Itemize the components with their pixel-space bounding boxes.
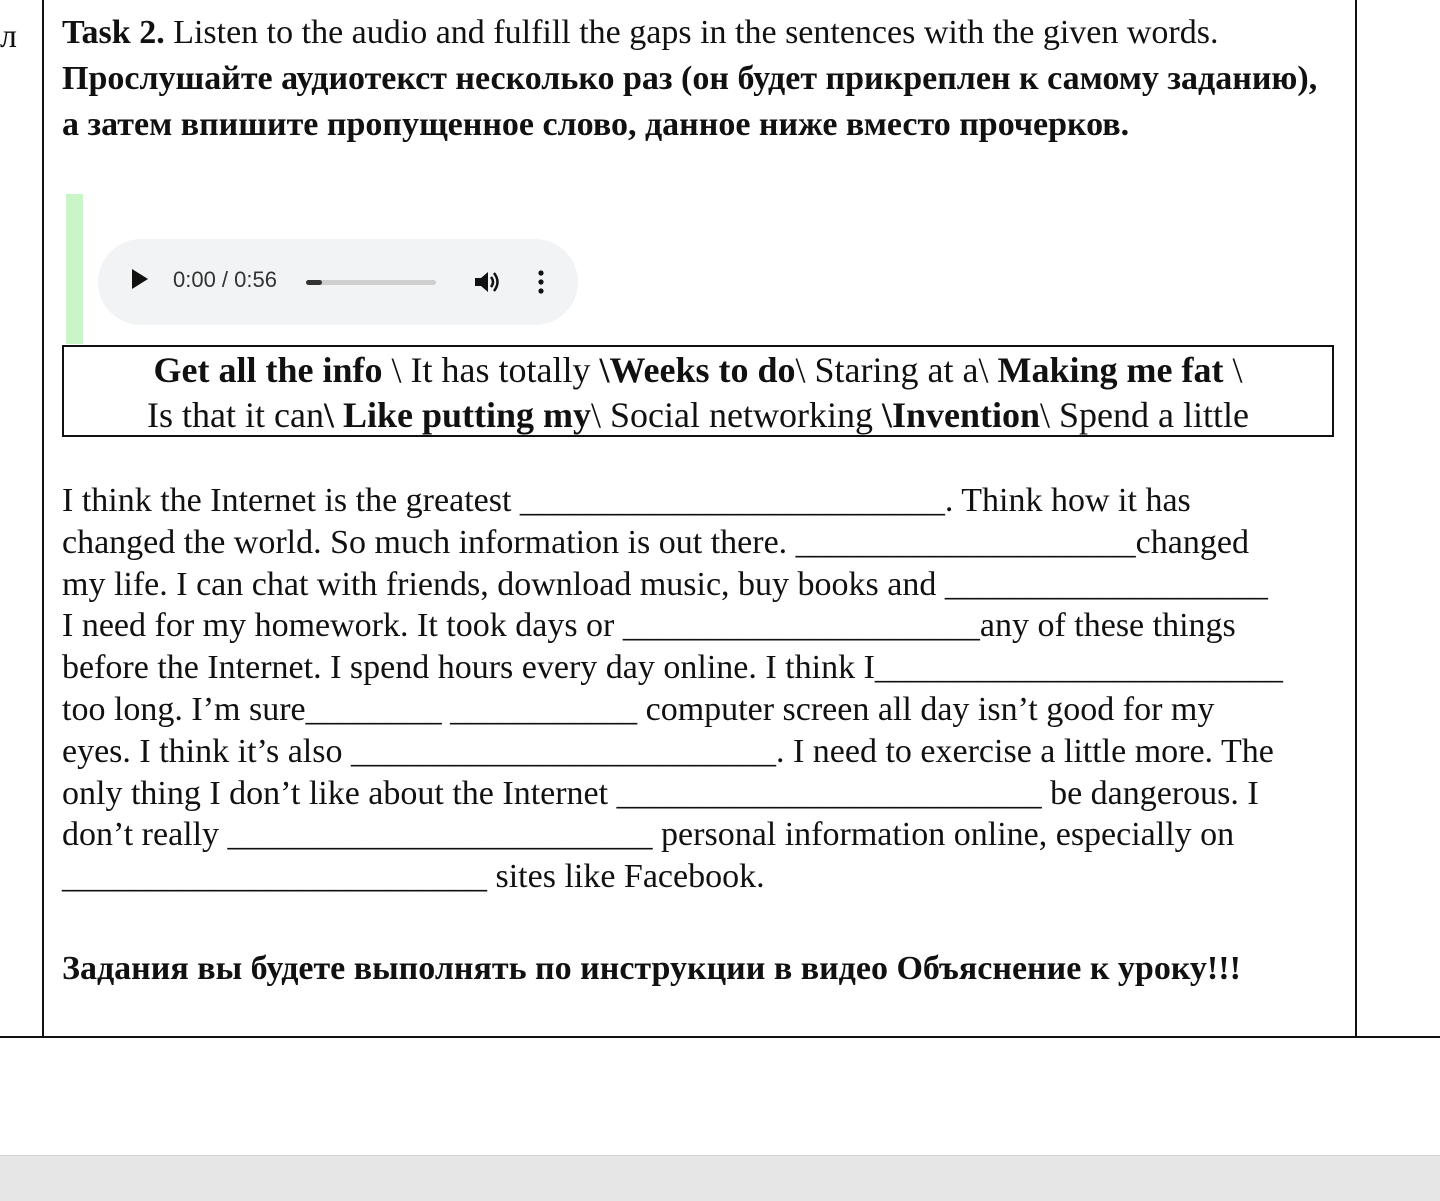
gap-text-line: eyes. I think it’s also _________________________. I need to exercise a little more. The bbox=[62, 732, 1274, 770]
audio-progress-fill bbox=[306, 280, 322, 285]
word-bank-segment: \ Spend a little bbox=[1040, 395, 1249, 435]
viewer-footer-bar bbox=[0, 1155, 1440, 1201]
left-column-text-fragment: л bbox=[0, 18, 17, 55]
word-bank-segment: Making me fat bbox=[997, 350, 1224, 390]
gap-text-line: only thing I don’t like about the Internet _________________________ be dangerous. I bbox=[62, 774, 1259, 812]
task-instruction-english: Listen to the audio and fulfill the gaps in the sentences with the given words. bbox=[164, 14, 1219, 51]
word-bank-line-2 bbox=[64, 393, 1332, 438]
task-cell bbox=[62, 10, 1342, 148]
final-instruction-note: Задания вы будете выполнять по инструкции в видео Объяснение к уроку!!! bbox=[62, 950, 1241, 987]
word-bank-segment: \ It has totally bbox=[382, 350, 600, 390]
task-instruction-russian: Прослушайте аудиотекст несколько раз (он будет прикреплен к самому заданию), а затем впишите пропущенное слово, данное ниже вместо прочерков. bbox=[62, 60, 1318, 143]
word-bank-segment: \ bbox=[1223, 350, 1243, 390]
audio-time: 0:00 / 0:56 bbox=[173, 267, 277, 292]
word-bank-segment: \ Staring at a\ bbox=[795, 350, 998, 390]
word-bank-segment: \Invention bbox=[881, 395, 1041, 435]
word-bank-segment: Get all the info bbox=[153, 350, 383, 390]
task-label: Task 2. bbox=[62, 14, 165, 51]
gap-text-line: don’t really _________________________ personal information online, especially on bbox=[62, 816, 1235, 854]
word-bank-segment: \Weeks to do bbox=[599, 350, 796, 390]
volume-icon[interactable] bbox=[472, 267, 502, 297]
audio-progress-slider[interactable] bbox=[306, 280, 436, 285]
play-icon[interactable] bbox=[132, 269, 148, 289]
table-left-border bbox=[42, 0, 44, 1038]
audio-highlight-bar bbox=[66, 194, 83, 344]
gap-fill-paragraph bbox=[62, 480, 1342, 898]
table-bottom-border bbox=[0, 1036, 1440, 1038]
word-bank-segment: \ Social networking bbox=[591, 395, 882, 435]
task-heading bbox=[62, 10, 1342, 148]
table-right-border bbox=[1355, 0, 1357, 1038]
word-bank-segment: \ Like putting my bbox=[323, 395, 592, 435]
word-bank-segment: Is that it can bbox=[147, 395, 324, 435]
word-bank-line-1 bbox=[64, 348, 1332, 393]
gap-text-line: I need for my homework. It took days or _____________________any of these things bbox=[62, 607, 1236, 645]
gap-text-line: too long. I’m sure________ ___________ computer screen all day isn’t good for my bbox=[62, 690, 1215, 728]
gap-text-line: changed the world. So much information is out there. ____________________changed bbox=[62, 523, 1249, 561]
audio-player[interactable] bbox=[98, 239, 578, 325]
word-bank-box bbox=[62, 345, 1334, 437]
gap-text-line: I think the Internet is the greatest _________________________. Think how it has bbox=[62, 482, 1191, 519]
gap-text-line: _________________________ sites like Facebook. bbox=[62, 858, 765, 896]
more-vertical-icon[interactable] bbox=[536, 267, 546, 297]
gap-text-line: my life. I can chat with friends, download music, buy books and ___________________ bbox=[62, 565, 1268, 603]
audio-embed bbox=[66, 194, 586, 344]
gap-text-line: before the Internet. I spend hours every day online. I think I________________________ bbox=[62, 649, 1283, 687]
